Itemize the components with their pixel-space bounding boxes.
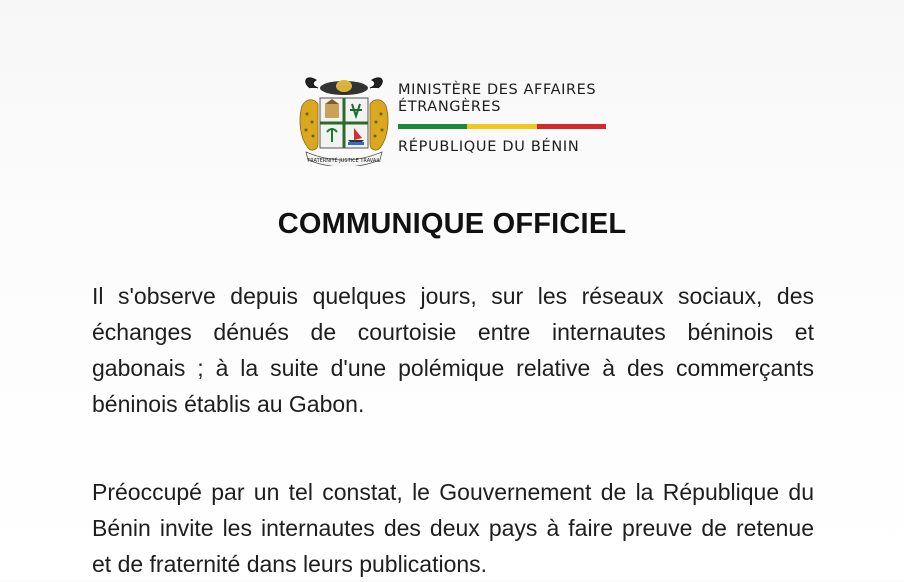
ministry-name-line2: ÉTRANGÈRES [398, 99, 502, 115]
paragraph-2-line: et de fraternité dans leurs publications. [92, 551, 488, 577]
svg-text:FRATERNITÉ JUSTICE TRAVAIL: FRATERNITÉ JUSTICE TRAVAIL [307, 158, 381, 164]
paragraph-1-line: béninois établis au Gabon. [92, 391, 365, 417]
paragraph-1-line: échanges dénués de courtoisie entre internautes béninois et [92, 319, 814, 345]
ministry-name-line1: MINISTÈRE DES AFFAIRES [398, 82, 597, 98]
letterhead [296, 76, 616, 166]
republic-name: RÉPUBLIQUE DU BÉNIN [398, 139, 580, 155]
paragraph-2-line: Bénin invite les internautes des deux pays à faire preuve de retenue [92, 515, 814, 541]
paragraph-1 [92, 278, 814, 422]
flag-color-bar [398, 124, 606, 129]
document-title: COMMUNIQUE OFFICIEL [277, 208, 627, 240]
coat-of-arms-emblem [296, 76, 392, 166]
paragraph-2-line: Préoccupé par un tel constat, le Gouvernement de la République du [92, 479, 814, 505]
paragraph-1-line: gabonais ; à la suite d'une polémique relative à des commerçants [92, 355, 814, 381]
paragraph-1-line: Il s'observe depuis quelques jours, sur les réseaux sociaux, des [92, 283, 814, 309]
paragraph-2 [92, 474, 814, 582]
ministry-heading [398, 82, 613, 155]
